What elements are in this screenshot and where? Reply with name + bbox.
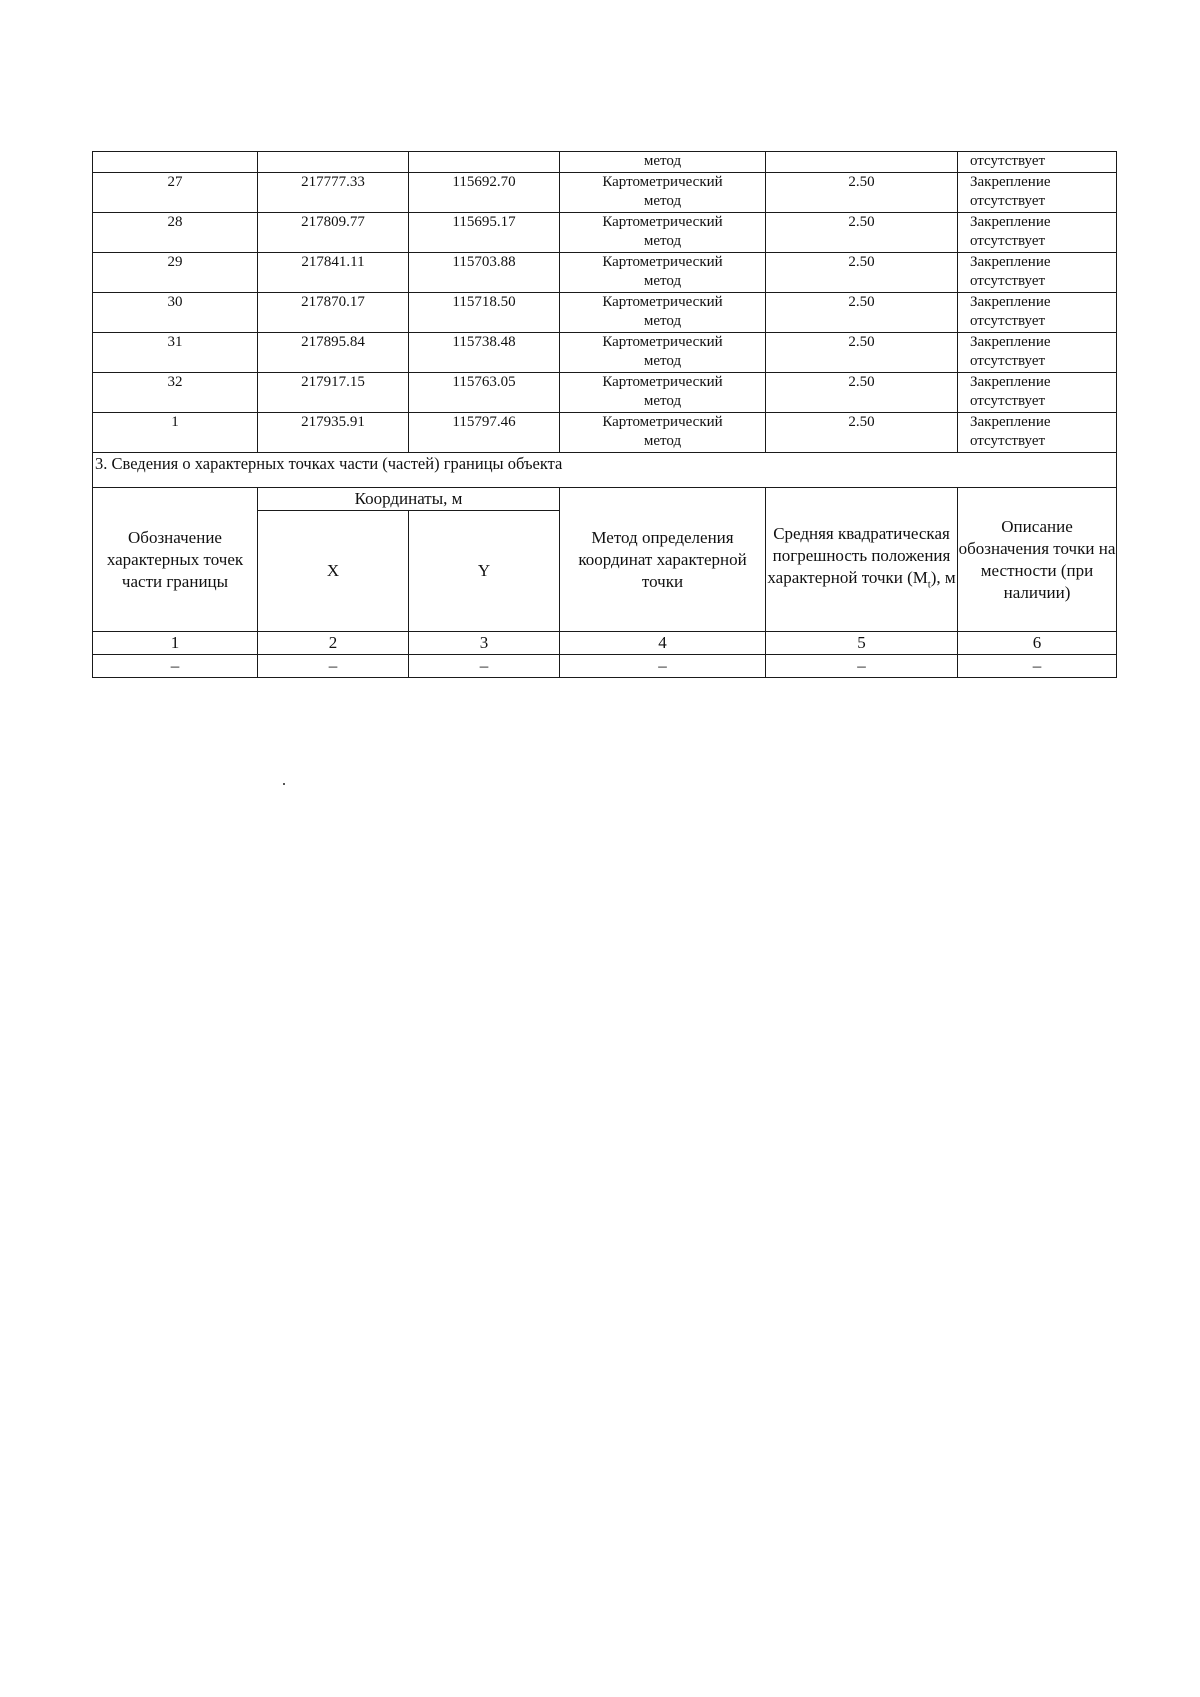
cell-description [958, 173, 1117, 213]
cell-method [560, 253, 766, 293]
empty-cell: – [258, 655, 409, 678]
column-number: 4 [560, 632, 766, 655]
cell-y: 115695.17 [409, 213, 560, 253]
header-row-top [93, 488, 1117, 511]
method-line: Картометрический [602, 414, 723, 430]
cell-y: 115763.05 [409, 373, 560, 413]
cell-point: 31 [93, 333, 258, 373]
header-x: X [258, 511, 409, 632]
cell-method [560, 293, 766, 333]
method-line: метод [643, 353, 682, 369]
cell-y: 115718.50 [409, 293, 560, 333]
cell-x: 217841.11 [258, 253, 409, 293]
empty-cell: – [560, 655, 766, 678]
table-row [93, 213, 1117, 253]
method-line: Картометрический [602, 374, 723, 390]
table-row [93, 253, 1117, 293]
cell-y: 115797.46 [409, 413, 560, 453]
cell-y: 115738.48 [409, 333, 560, 373]
description-line: отсутствует [970, 433, 1046, 449]
section-3-title-row [93, 453, 1117, 488]
description-line: Закрепление [970, 254, 1051, 270]
header-designation: Обозначение характерных точек части границы [93, 488, 258, 632]
cell-point: 28 [93, 213, 258, 253]
cell-x: 217895.84 [258, 333, 409, 373]
cell-description [958, 293, 1117, 333]
scan-speck [283, 783, 285, 785]
header-method: Метод определения координат характерной точки [560, 488, 766, 632]
cell-y: 115703.88 [409, 253, 560, 293]
cell-error: 2.50 [766, 253, 958, 293]
cell-description [958, 213, 1117, 253]
empty-cell: – [766, 655, 958, 678]
cell-error [766, 152, 958, 173]
cell-description [958, 413, 1117, 453]
method-line: метод [643, 273, 682, 289]
cell-x: 217917.15 [258, 373, 409, 413]
column-number: 5 [766, 632, 958, 655]
cell-description: отсутствует [958, 152, 1117, 173]
cell-x: 217935.91 [258, 413, 409, 453]
header-coordinates: Координаты, м [258, 488, 560, 511]
method-line: Картометрический [602, 214, 723, 230]
column-number: 3 [409, 632, 560, 655]
description-line: отсутствует [970, 393, 1046, 409]
cell-description [958, 253, 1117, 293]
table-row [93, 413, 1117, 453]
cell-point: 32 [93, 373, 258, 413]
description-line: Закрепление [970, 214, 1051, 230]
method-line: Картометрический [602, 294, 723, 310]
empty-row [93, 655, 1117, 678]
continuation-row [93, 152, 1117, 173]
header-y: Y [409, 511, 560, 632]
header-error: Средняя квадратическая погрешность положения характерной точки $(M_t)$, м [766, 488, 958, 632]
header-description: Описание обозначения точки на местности (при наличии) [958, 488, 1117, 632]
cell-method [560, 333, 766, 373]
cell-error: 2.50 [766, 373, 958, 413]
cell-error: 2.50 [766, 413, 958, 453]
section-3-title: 3. Сведения о характерных точках части (частей) границы объекта [93, 453, 1117, 488]
cell-method: метод [560, 152, 766, 173]
method-line: метод [643, 433, 682, 449]
column-number-row [93, 632, 1117, 655]
cell-x: 217777.33 [258, 173, 409, 213]
method-line: Картометрический [602, 254, 723, 270]
cell-x: 217809.77 [258, 213, 409, 253]
cell-description [958, 333, 1117, 373]
cell-point: 1 [93, 413, 258, 453]
cell-y [409, 152, 560, 173]
cell-point: 27 [93, 173, 258, 213]
cell-error: 2.50 [766, 293, 958, 333]
cell-error: 2.50 [766, 333, 958, 373]
method-line: метод [643, 233, 682, 249]
cell-error: 2.50 [766, 213, 958, 253]
description-line: Закрепление [970, 294, 1051, 310]
cell-method [560, 173, 766, 213]
empty-cell: – [409, 655, 560, 678]
empty-cell: – [958, 655, 1117, 678]
method-line: метод [643, 193, 682, 209]
cell-point: 30 [93, 293, 258, 333]
method-line: Картометрический [602, 334, 723, 350]
description-line: Закрепление [970, 414, 1051, 430]
cell-description [958, 373, 1117, 413]
description-line: отсутствует [970, 193, 1046, 209]
empty-cell: – [93, 655, 258, 678]
column-number: 2 [258, 632, 409, 655]
column-number: 1 [93, 632, 258, 655]
data-rows [93, 173, 1117, 453]
description-line: отсутствует [970, 273, 1046, 289]
table-row [93, 293, 1117, 333]
cell-method [560, 413, 766, 453]
cell-x: 217870.17 [258, 293, 409, 333]
description-line: Закрепление [970, 334, 1051, 350]
description-line: отсутствует [970, 313, 1046, 329]
cell-method [560, 373, 766, 413]
description-line: Закрепление [970, 374, 1051, 390]
table-row [93, 333, 1117, 373]
cell-y: 115692.70 [409, 173, 560, 213]
cell-point [93, 152, 258, 173]
description-line: Закрепление [970, 174, 1051, 190]
column-number: 6 [958, 632, 1117, 655]
cell-method [560, 213, 766, 253]
method-line: метод [643, 393, 682, 409]
cell-point: 29 [93, 253, 258, 293]
cell-x [258, 152, 409, 173]
cell-error: 2.50 [766, 173, 958, 213]
table-row [93, 173, 1117, 213]
description-line: отсутствует [970, 233, 1046, 249]
method-line: метод [643, 313, 682, 329]
table-row [93, 373, 1117, 413]
method-line: Картометрический [602, 174, 723, 190]
description-line: отсутствует [970, 353, 1046, 369]
coordinates-table [92, 151, 1117, 678]
